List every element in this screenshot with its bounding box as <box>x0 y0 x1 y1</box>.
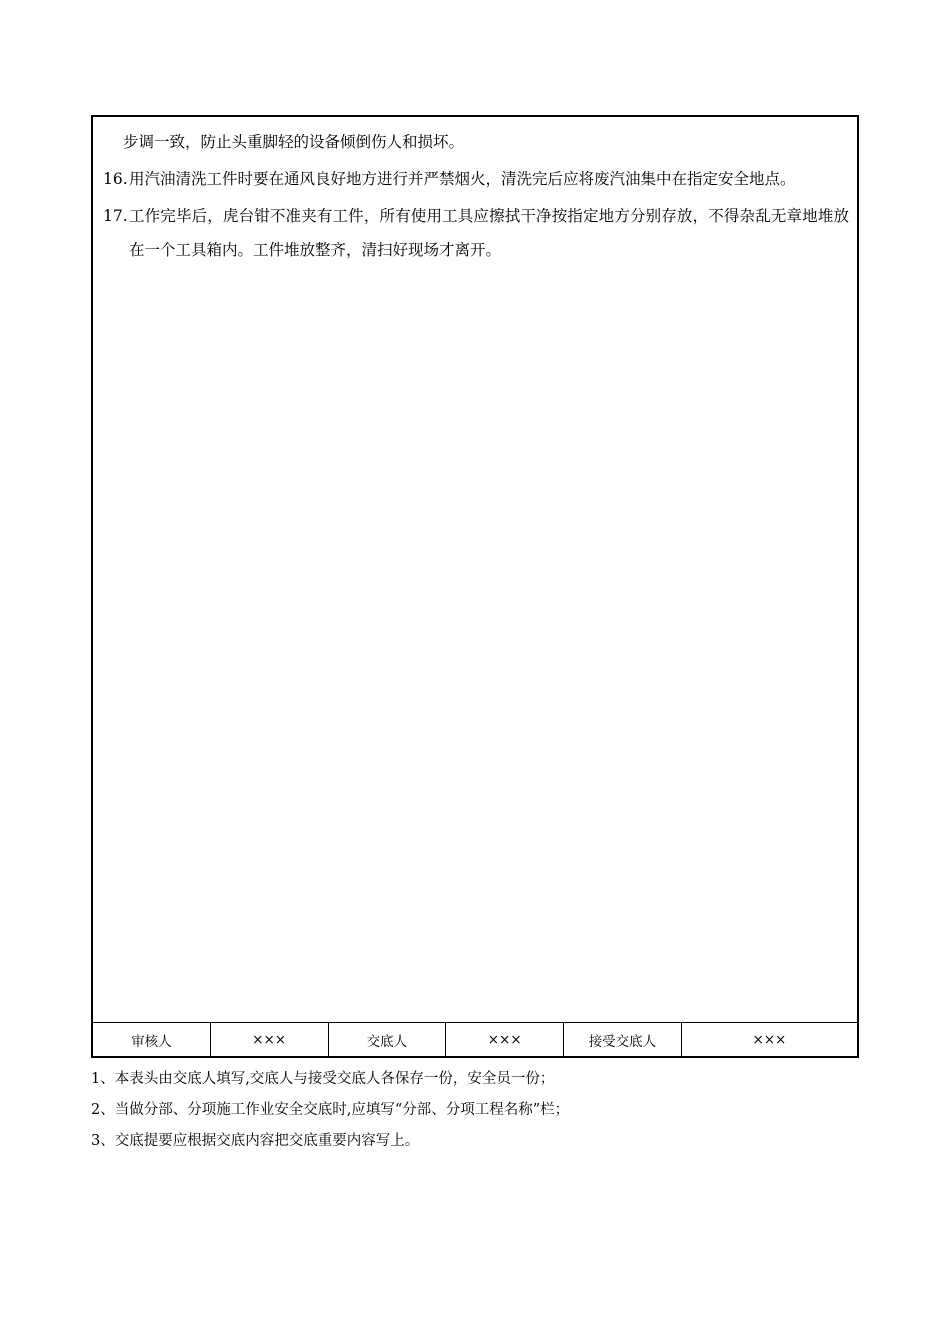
disclosure-form <box>91 115 859 1058</box>
reviewer-value: ××× <box>211 1023 329 1056</box>
item-text: 工作完毕后，虎台钳不准夹有工件，所有使用工具应擦拭干净按指定地方分别存放，不得杂乱无章地堆放在一个工具箱内。工件堆放整齐，清扫好现场才离开。 <box>129 207 849 259</box>
footnote-item: 1、本表头由交底人填写,交底人与接受交底人各保存一份，安全员一份； <box>91 1071 555 1087</box>
reviewer-label: 审核人 <box>93 1023 211 1056</box>
list-item <box>103 199 849 267</box>
item-number: 16. <box>103 170 128 188</box>
footnote-item: 2、当做分部、分项施工作业安全交底时,应填写“分部、分项工程名称”栏； <box>91 1102 570 1118</box>
list-item <box>103 162 849 196</box>
item-number: 17. <box>103 207 128 225</box>
receiver-label: 接受交底人 <box>564 1023 682 1056</box>
discloser-label: 交底人 <box>329 1023 447 1056</box>
signature-row <box>93 1022 857 1056</box>
disclosure-content <box>93 117 857 1025</box>
receiver-value: ××× <box>752 1031 787 1048</box>
footnote-item: 3、交底提要应根据交底内容把交底重要内容写上。 <box>91 1133 420 1149</box>
discloser-value: ××× <box>446 1023 564 1056</box>
continuation-paragraph: 步调一致，防止头重脚轻的设备倾倒伤人和损坏。 <box>123 133 465 151</box>
item-text: 用汽油清洗工件时要在通风良好地方进行并严禁烟火，清洗完后应将废汽油集中在指定安全地点。 <box>129 170 796 188</box>
footnotes <box>91 1064 859 1157</box>
